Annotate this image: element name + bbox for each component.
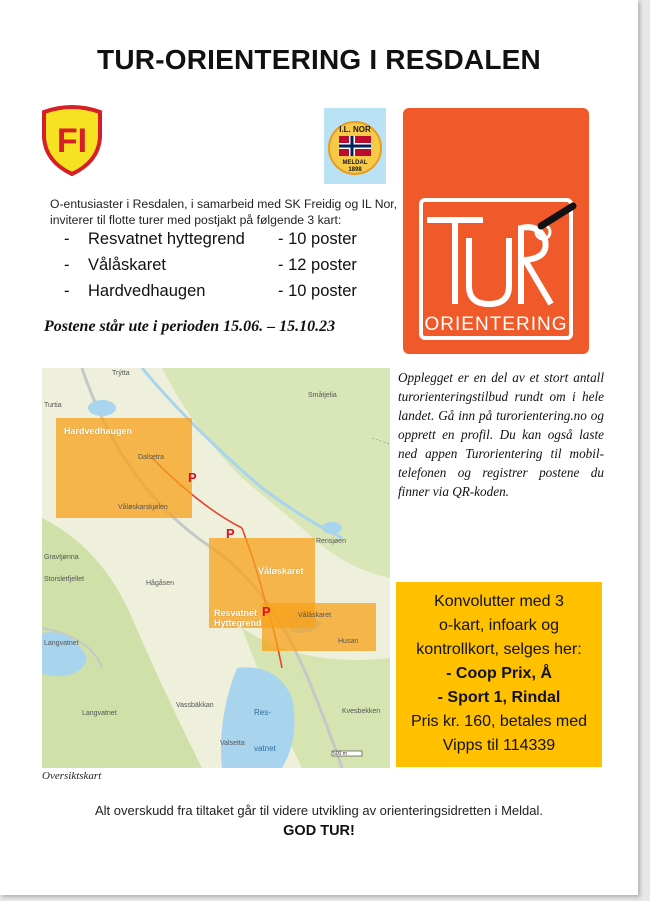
info-text-part: Opplegget er en del av et stort antall turorienteringstilbud rundt om i hele landet. Gå inn på	[398, 370, 604, 423]
list-item	[64, 282, 384, 308]
app-name: Turorientering	[465, 446, 543, 461]
sales-line: Vipps til 114339	[442, 737, 556, 754]
parking-marker: P	[262, 604, 271, 619]
map-place-label: Trýtta	[112, 370, 130, 377]
sales-line: kontrollkort, selges her:	[416, 641, 582, 658]
info-text-part: og opprett en profil. Du kan også laste ned appen	[398, 408, 604, 461]
turorientering-logo	[403, 108, 589, 354]
map-place-label: Turtia	[44, 402, 62, 409]
footer-text: Alt overskudd fra tiltaket går til videre utvikling av orienteringsidretten i Meldal.	[95, 803, 543, 818]
il-nor-club-crest-icon	[324, 108, 386, 184]
post-count: - 10 poster	[278, 230, 357, 248]
map-name: Vålåskaret	[88, 256, 166, 274]
post-count: - 12 poster	[278, 256, 357, 274]
map-place-label: Vassbäkkan	[176, 702, 214, 709]
map-place-label: Husan	[338, 638, 359, 645]
list-dash: -	[64, 256, 70, 274]
map-caption: Oversiktskart	[42, 770, 102, 782]
map-area-label: Hardvedhaugen	[64, 426, 133, 436]
svg-text:ORIENTERING: ORIENTERING	[424, 314, 568, 335]
parking-marker: P	[226, 526, 235, 541]
parking-marker: P	[188, 470, 197, 485]
shop-item: - Sport 1, Rindal	[437, 689, 561, 706]
svg-text:1898: 1898	[348, 167, 362, 173]
page-title: TUR-ORIENTERING I RESDALEN	[97, 44, 541, 75]
list-item	[64, 256, 384, 282]
intro-text: O-entusiaster i Resdalen, i samarbeid med SK Freidig og IL Nor, inviterer til flotte turer med postjakt på følgende 3 kart:	[50, 197, 398, 227]
map-place-label: Gravtjønna	[44, 554, 79, 561]
map-place-label: Langvatnet	[82, 710, 117, 717]
map-place-label: Dalsetra	[138, 454, 165, 461]
map-place-label: vatnet	[254, 744, 276, 753]
period-text: Postene står ute i perioden 15.06. – 15.10.23	[44, 318, 336, 335]
map-place-label: Hågåsen	[146, 580, 175, 587]
info-text-part: til mobil-telefonen og registrer postene du finner via QR-koden.	[398, 446, 604, 499]
map-name: Hardvedhaugen	[88, 282, 206, 300]
map-place-label: Vålåskaret	[298, 612, 332, 619]
freidig-club-crest-icon	[40, 104, 104, 176]
map-list	[64, 230, 384, 308]
map-area-label: Resvatnet Hyttegrend	[214, 608, 262, 628]
map-place-label: Storsletfjellet	[44, 576, 85, 583]
closing-text: GOD TUR!	[283, 823, 355, 839]
scale-bar-label: 500 m	[333, 751, 347, 757]
list-item	[64, 230, 384, 256]
map-place-label: Valsetta	[220, 740, 245, 747]
map-place-label: Småtjelia	[308, 392, 337, 399]
sales-line: o-kart, infoark og	[438, 617, 560, 634]
list-dash: -	[64, 282, 70, 300]
map-place-label: Kvesbekken	[342, 708, 381, 715]
map-place-label: Rensjøen	[316, 538, 346, 545]
sales-line: Pris kr. 160, betales med	[410, 713, 588, 730]
sales-info-box	[396, 582, 602, 767]
map-place-label: Langvatnet	[44, 640, 79, 647]
website-link[interactable]: turorientering.no	[496, 408, 587, 423]
sales-line: Konvolutter med 3	[434, 593, 564, 610]
turorientering-logo-icon	[403, 108, 589, 354]
svg-text:MELDAL: MELDAL	[342, 160, 368, 166]
svg-text:I.L. NOR: I.L. NOR	[339, 125, 371, 134]
map-name: Resvatnet hyttegrend	[88, 230, 245, 248]
info-text	[398, 368, 604, 501]
shop-item: - Coop Prix, Å	[446, 665, 552, 682]
svg-text:FI: FI	[56, 122, 88, 160]
map-place-label: Res-	[254, 708, 271, 717]
list-dash: -	[64, 230, 70, 248]
map-place-label: Våløskarskjølen	[118, 504, 168, 511]
post-count: - 10 poster	[278, 282, 357, 300]
overview-map	[42, 368, 390, 768]
map-area-label: Våløskaret	[258, 566, 304, 576]
